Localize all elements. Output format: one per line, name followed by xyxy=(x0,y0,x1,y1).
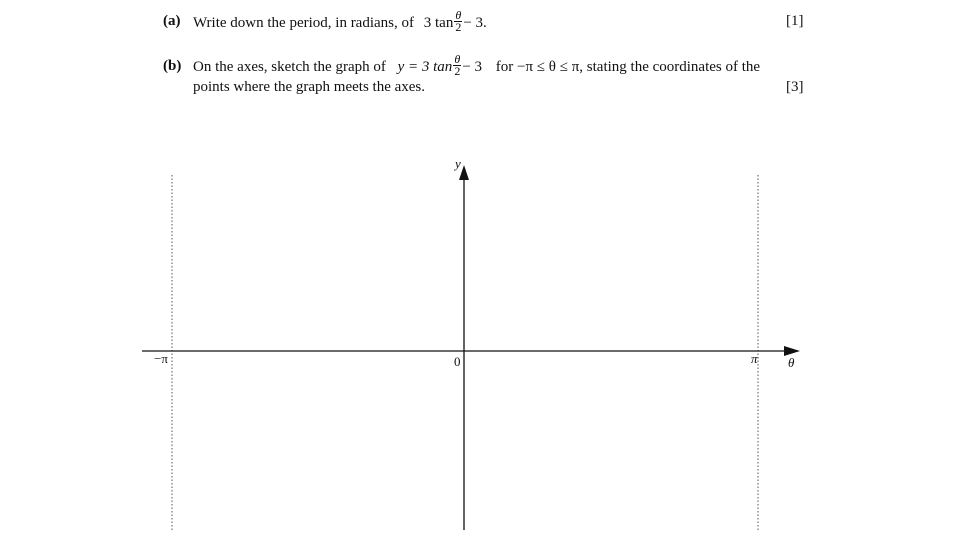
part-a-label: (a) xyxy=(163,13,181,29)
part-b-lhs: y = 3 tan xyxy=(397,58,453,75)
y-axis-label: y xyxy=(455,156,461,171)
part-a-coef: 3 tan xyxy=(423,14,454,31)
part-b-label: (b) xyxy=(163,58,182,74)
part-a-frac-num: θ xyxy=(455,8,462,22)
part-b-marks: [3] xyxy=(786,79,804,95)
part-b-text: On the axes, sketch the graph of xyxy=(193,58,386,75)
pi-label: π xyxy=(751,351,758,366)
origin-label: 0 xyxy=(454,354,461,369)
neg-pi-label: −π xyxy=(154,351,168,366)
part-a-text: Write down the period, in radians, of xyxy=(193,14,415,31)
part-b-domain: for −π ≤ θ ≤ π, stating the coordinates of the xyxy=(495,58,761,75)
part-a-frac-den: 2 xyxy=(455,20,462,34)
x-axis-label: θ xyxy=(788,355,795,370)
part-b-tail: − 3 xyxy=(462,58,483,75)
part-a-tail: − 3. xyxy=(463,14,487,31)
part-b-frac-num: θ xyxy=(454,52,461,66)
part-b-line2: points where the graph meets the axes. xyxy=(193,79,426,95)
part-b-frac-den: 2 xyxy=(454,64,461,78)
part-a-marks: [1] xyxy=(786,13,804,29)
